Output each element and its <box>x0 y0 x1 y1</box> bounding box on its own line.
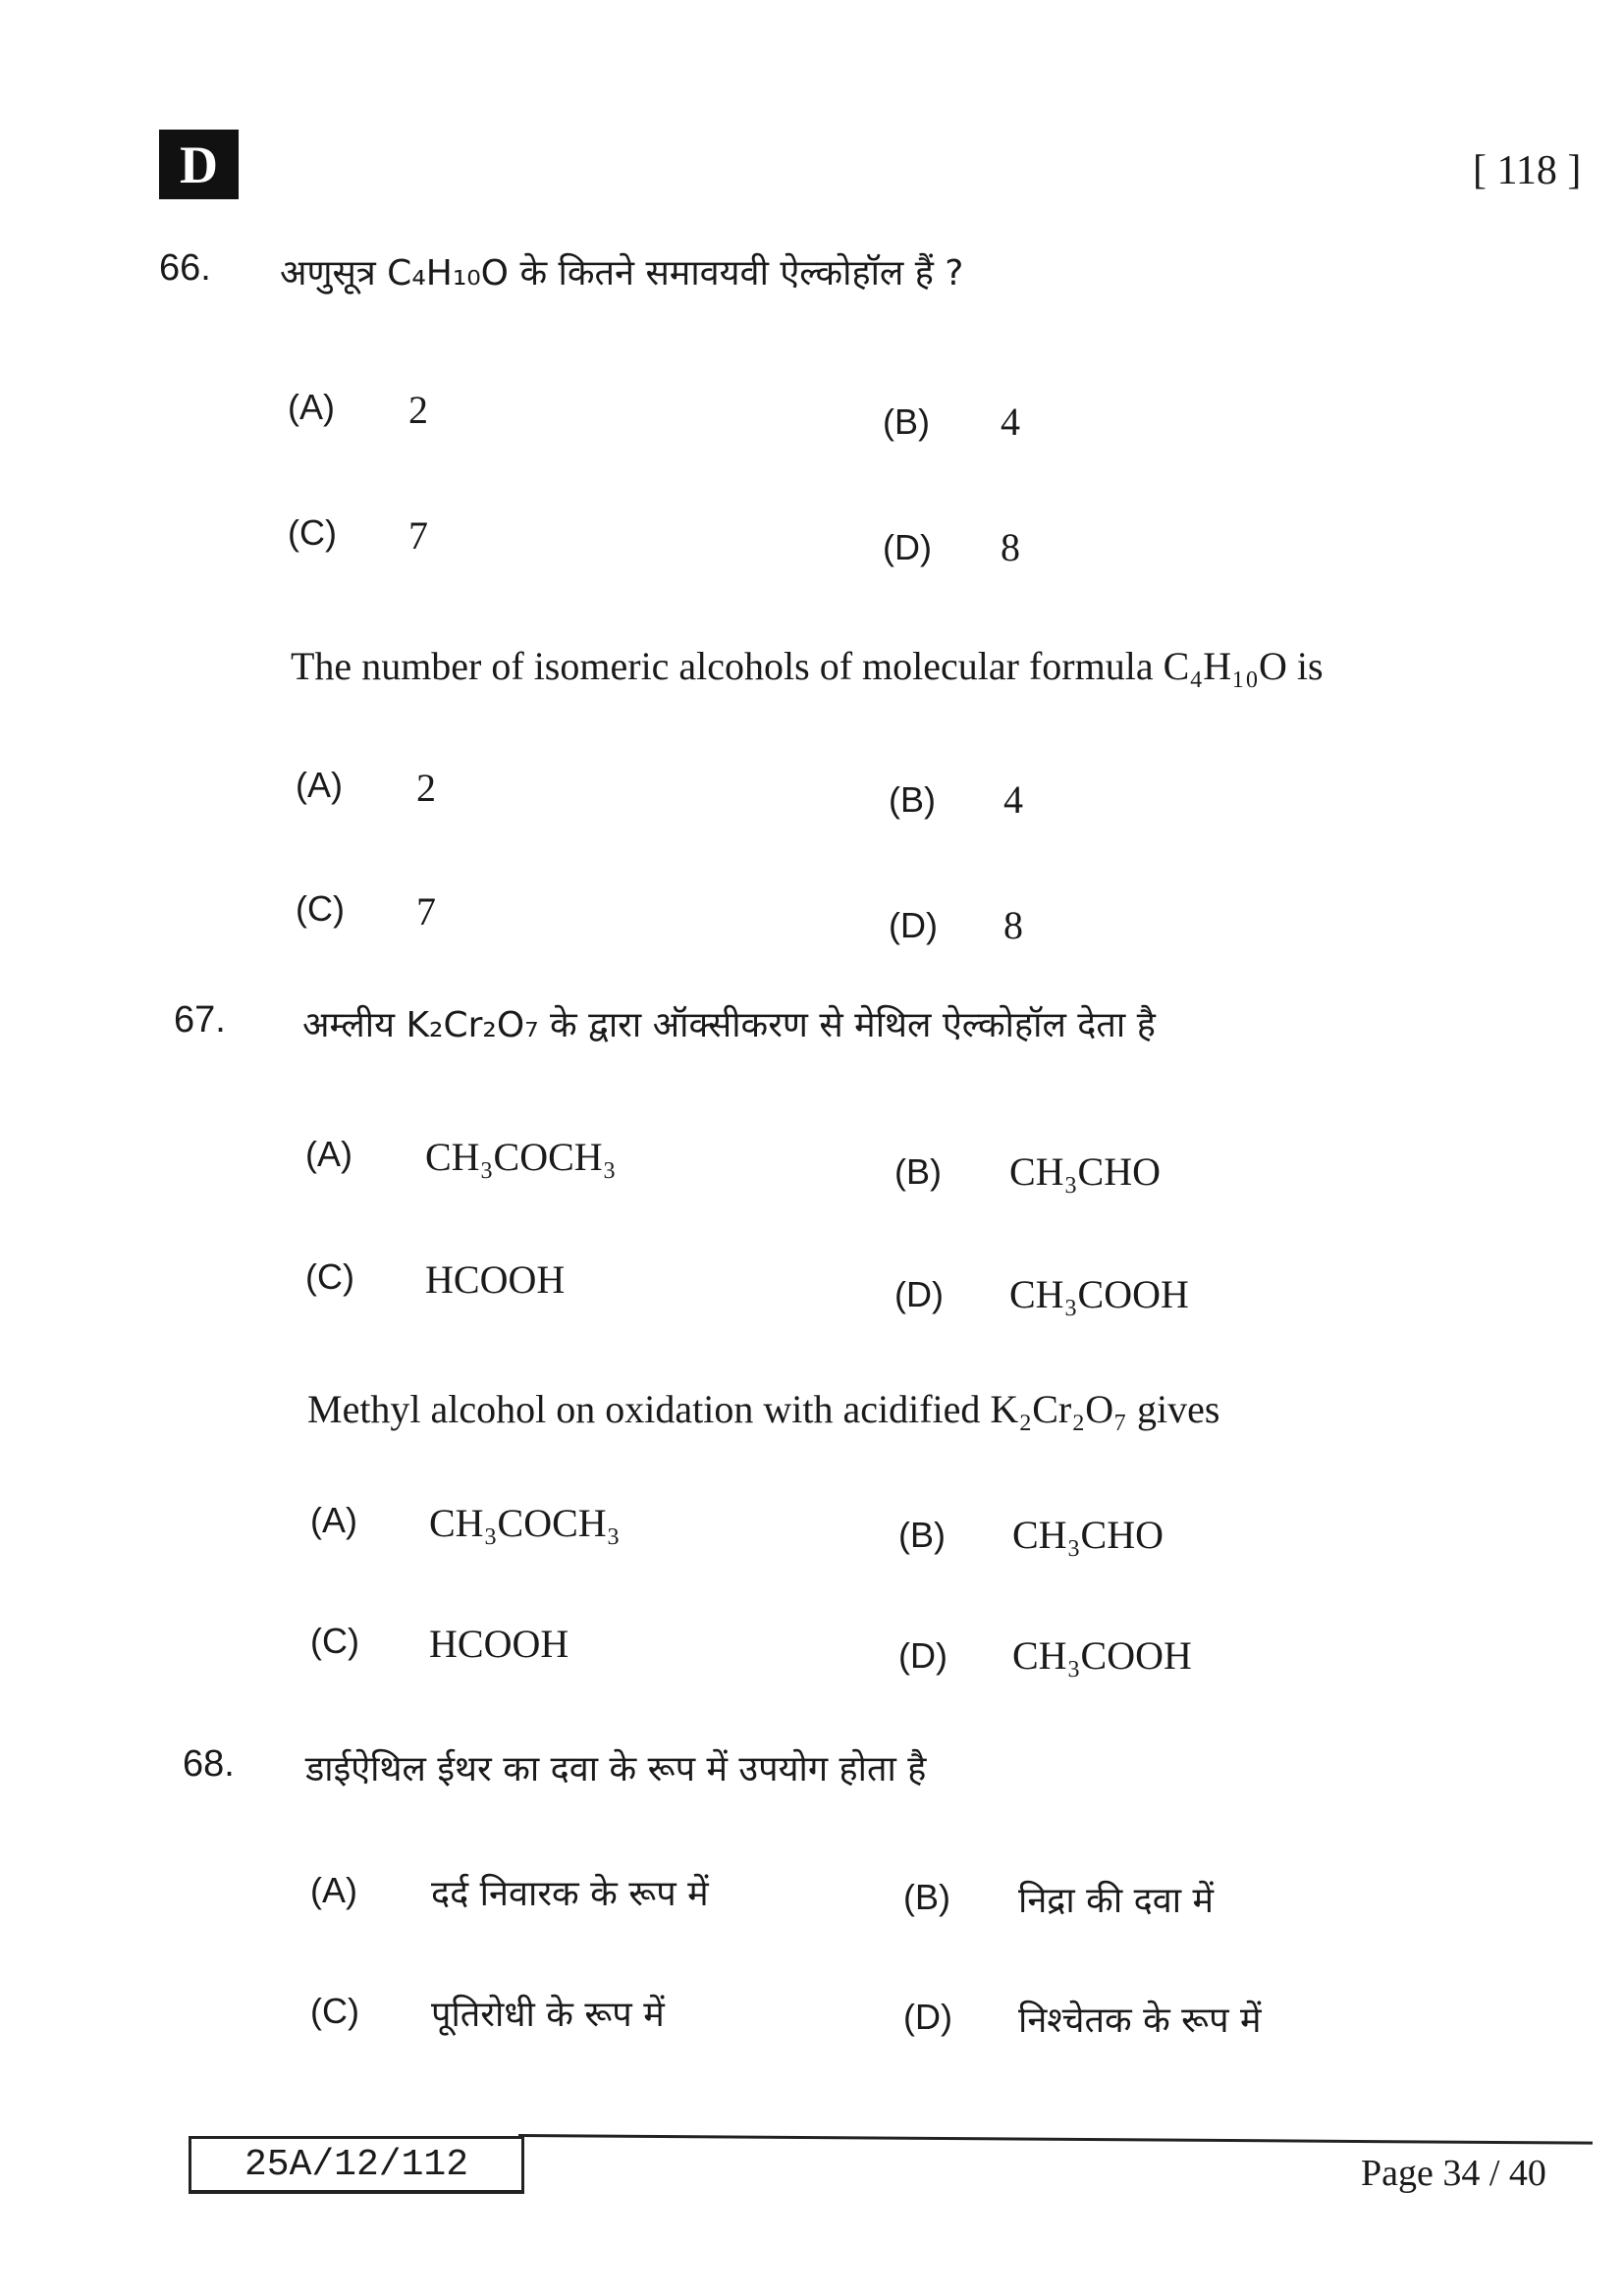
option-text: CH₃CHO <box>1012 1513 1164 1557</box>
question-text-hindi: अणुसूत्र C₄H₁₀O के कितने समावयवी ऐल्कोहॉल हैं ? <box>280 253 964 294</box>
option-text: निश्चेतक के रूप में <box>1018 2001 1262 2041</box>
option-text: 4 <box>1003 777 1023 822</box>
option-label: (B) <box>898 1515 946 1555</box>
option-text: CH₃COOH <box>1012 1633 1192 1678</box>
option-label: (A) <box>310 1870 357 1910</box>
option-text: पूतिरोधी के रूप में <box>431 1995 665 2035</box>
page-reference: [ 118 ] <box>1473 148 1582 193</box>
option-text: 7 <box>416 889 436 934</box>
option-text: निद्रा की दवा में <box>1018 1881 1215 1921</box>
option-text: HCOOH <box>429 1622 569 1666</box>
option-label: (C) <box>305 1256 354 1297</box>
option-label: (A) <box>305 1134 352 1174</box>
question-text-hindi: डाईऐथिल ईथर का दवा के रूप में उपयोग होता है <box>305 1749 927 1789</box>
option-text: 2 <box>408 388 428 432</box>
paper-code: 25A/12/112 <box>189 2136 524 2194</box>
option-label: (A) <box>310 1500 357 1540</box>
option-text: 7 <box>408 513 428 558</box>
option-label: (D) <box>894 1274 944 1314</box>
option-label: (B) <box>889 779 936 820</box>
question-text-english: Methyl alcohol on oxidation with acidified K₂Cr₂O₇ gives <box>307 1387 1220 1431</box>
option-text: दर्द निवारक के रूप में <box>431 1874 709 1914</box>
option-label: (C) <box>296 888 345 929</box>
option-text: 2 <box>416 766 436 810</box>
page-number: Page 34 / 40 <box>1361 2153 1546 2194</box>
option-text: CH₃COOH <box>1009 1272 1189 1316</box>
option-text: 4 <box>1001 400 1020 444</box>
option-text: HCOOH <box>425 1257 566 1302</box>
option-label: (B) <box>894 1151 942 1192</box>
option-label: (D) <box>883 527 932 567</box>
option-label: (C) <box>310 1991 359 2031</box>
option-label: (A) <box>296 765 343 805</box>
set-code-badge: D <box>159 130 239 199</box>
option-label: (D) <box>889 905 938 945</box>
option-label: (D) <box>903 1997 952 2037</box>
footer-rule <box>518 2134 1593 2145</box>
option-label: (B) <box>883 401 930 442</box>
option-label: (C) <box>288 512 337 553</box>
question-text-hindi: अम्लीय K₂Cr₂O₇ के द्वारा ऑक्सीकरण से मेथिल ऐल्कोहॉल देता है <box>302 1005 1156 1045</box>
option-text: CH₃COCH₃ <box>425 1135 617 1179</box>
question-number: 67. <box>174 999 226 1041</box>
option-label: (D) <box>898 1635 947 1676</box>
question-number: 66. <box>159 247 211 289</box>
option-label: (A) <box>288 387 335 427</box>
question-text-english: The number of isomeric alcohols of molecular formula C₄H₁₀O is <box>291 644 1324 688</box>
option-text: CH₃COCH₃ <box>429 1501 621 1545</box>
option-text: CH₃CHO <box>1009 1149 1161 1194</box>
option-text: 8 <box>1001 525 1020 569</box>
option-label: (B) <box>903 1877 950 1917</box>
question-number: 68. <box>183 1743 235 1785</box>
option-text: 8 <box>1003 903 1023 947</box>
option-label: (C) <box>310 1621 359 1661</box>
